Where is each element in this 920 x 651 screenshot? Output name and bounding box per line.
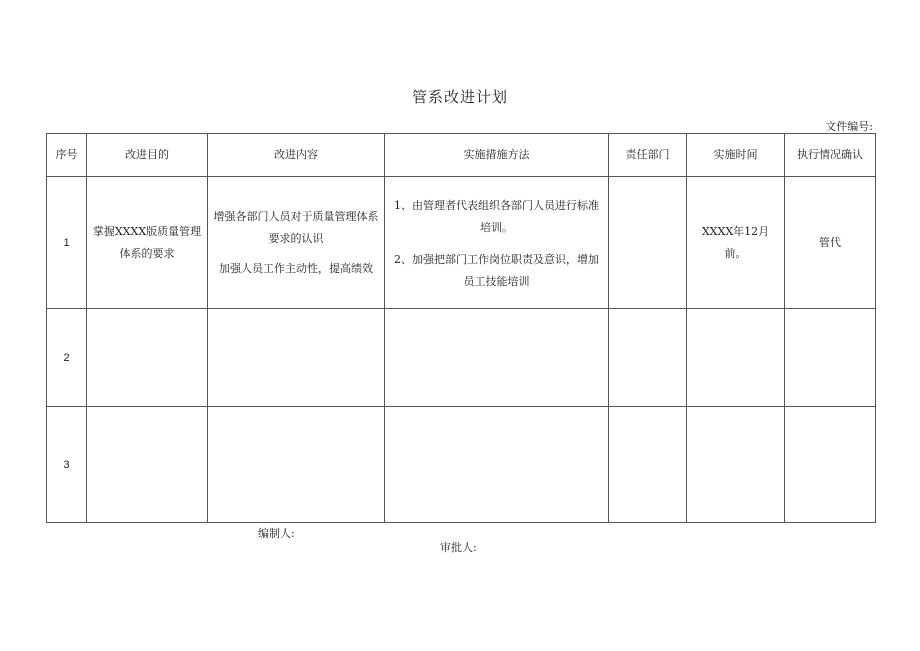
col-header-no: 序号 <box>47 134 87 177</box>
time-cell <box>687 309 785 407</box>
method-step: 1、由管理者代表组织各部门人员进行标准培训。 <box>394 198 599 234</box>
dept-cell <box>609 309 687 407</box>
confirm-cell <box>785 407 876 523</box>
time-cell: XXXX年12月前。 <box>687 177 785 309</box>
method-cell <box>385 309 609 407</box>
content-cell <box>208 177 385 309</box>
col-header-purpose: 改进目的 <box>87 134 208 177</box>
document-number-label: 文件编号: <box>825 120 873 133</box>
col-header-confirm: 执行情况确认 <box>785 134 876 177</box>
purpose-cell <box>87 407 208 523</box>
content-line: 加强人员工作主动性，提高绩效 <box>219 261 373 275</box>
content-cell <box>208 309 385 407</box>
row-number: 2 <box>47 309 87 407</box>
col-header-time: 实施时间 <box>687 134 785 177</box>
approver-label: 审批人: <box>440 541 477 554</box>
row-number: 1 <box>47 177 87 309</box>
content-cell <box>208 407 385 523</box>
table-row <box>47 309 876 407</box>
col-header-content: 改进内容 <box>208 134 385 177</box>
col-header-dept: 责任部门 <box>609 134 687 177</box>
table-header-row <box>47 134 876 177</box>
method-step: 2、加强把部门工作岗位职责及意识，增加员工技能培训 <box>394 252 599 288</box>
confirm-cell <box>785 309 876 407</box>
improvement-plan-table <box>46 133 876 523</box>
purpose-cell: 掌握XXXX版质量管理体系的要求 <box>87 177 208 309</box>
method-cell <box>385 177 609 309</box>
table-row <box>47 407 876 523</box>
purpose-cell <box>87 309 208 407</box>
dept-cell <box>609 407 687 523</box>
row-number: 3 <box>47 407 87 523</box>
page-title: 管系改进计划 <box>411 88 508 106</box>
confirm-cell: 管代 <box>785 177 876 309</box>
compiler-label: 编制人: <box>258 527 295 540</box>
time-cell <box>687 407 785 523</box>
table-row <box>47 177 876 309</box>
content-line: 增强各部门人员对于质量管理体系要求的认识 <box>213 209 379 245</box>
dept-cell <box>609 177 687 309</box>
method-cell <box>385 407 609 523</box>
col-header-method: 实施措施方法 <box>385 134 609 177</box>
